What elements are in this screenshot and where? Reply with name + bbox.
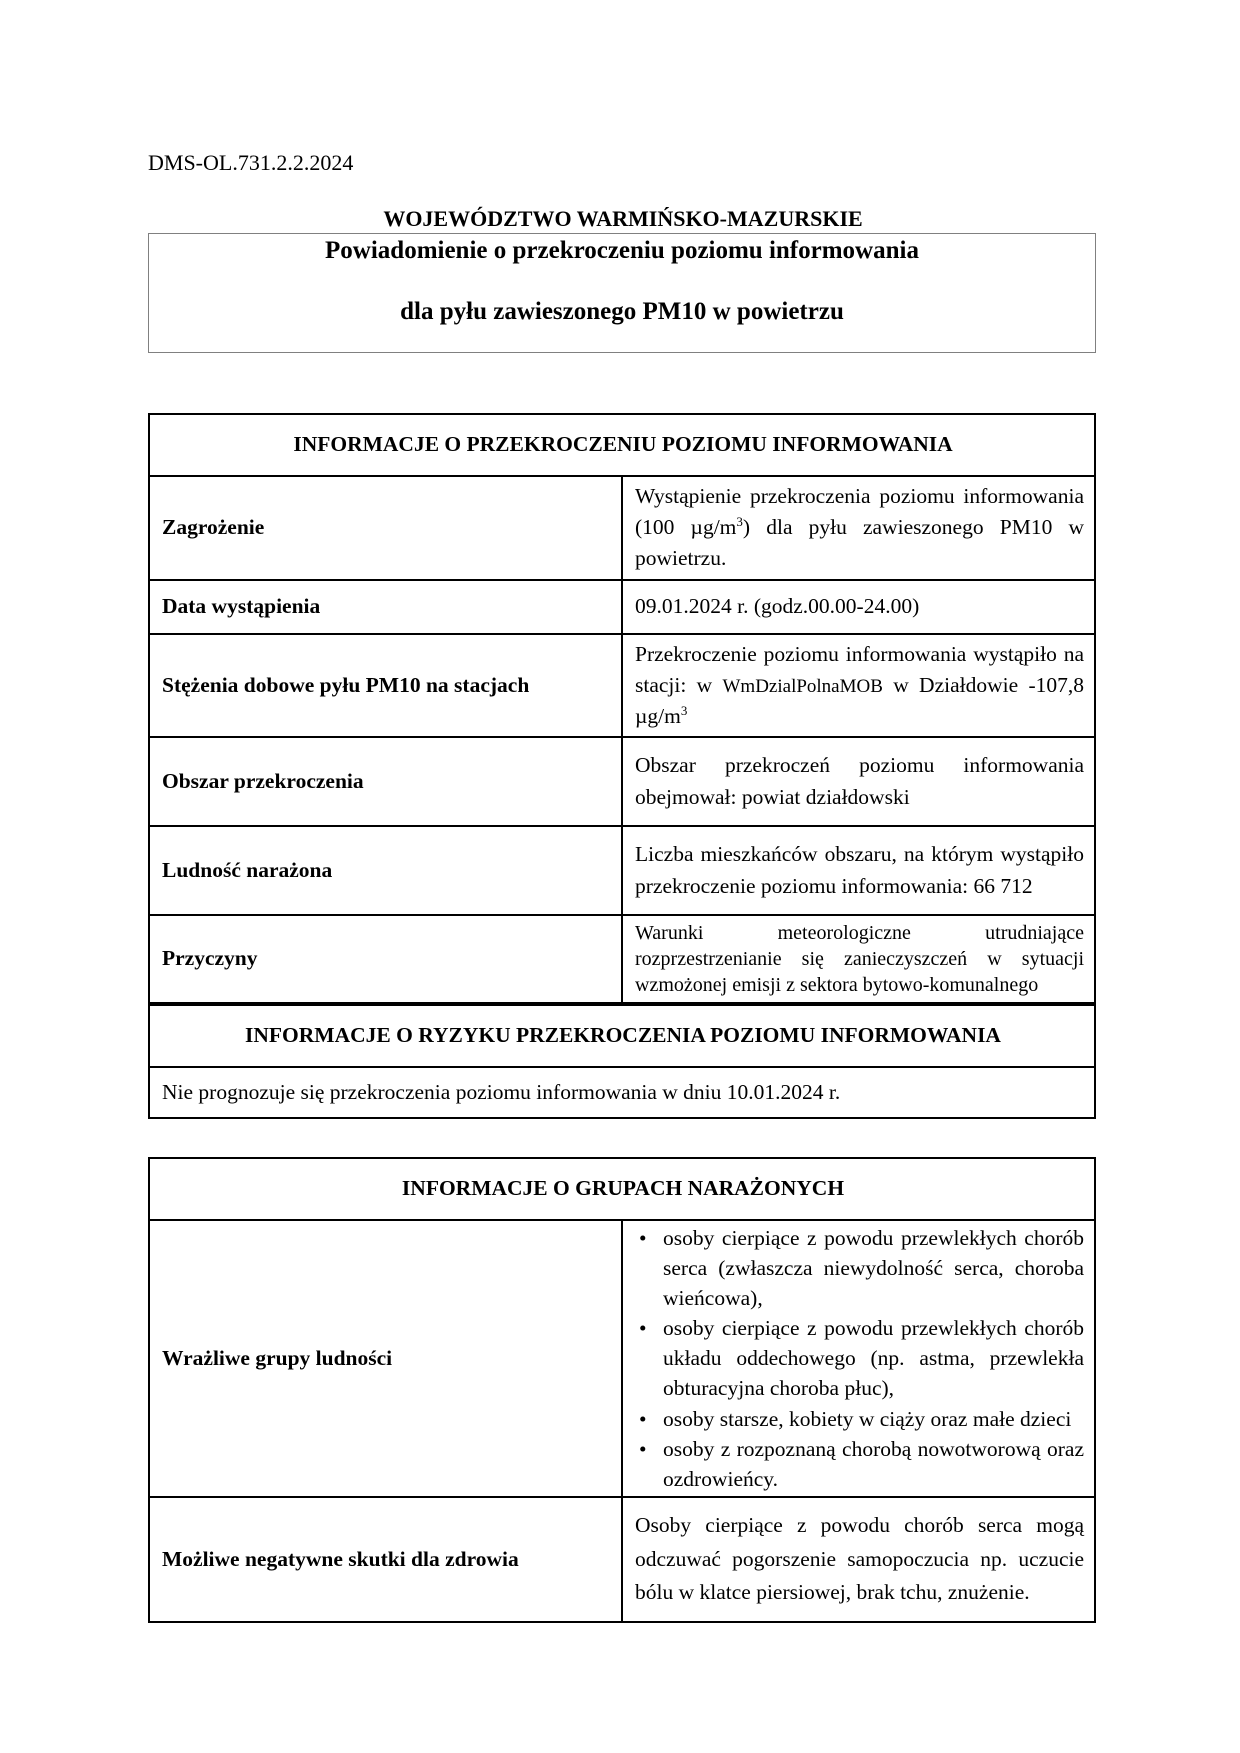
table-row [149,580,1095,634]
station-code: WmDzialPolnaMOB [722,675,883,697]
title-box [148,233,1096,353]
row-label-date: Data wystąpienia [149,580,622,634]
row-label-area: Obszar przekroczenia [149,737,622,826]
row-value-date: 09.01.2024 r. (godz.00.00-24.00) [622,580,1095,634]
region-name: WOJEWÓDZTWO WARMIŃSKO-MAZURSKIE [383,206,863,231]
concentration-unit-superscript: 3 [680,702,688,718]
row-label-effects: Możliwe negatywne skutki dla zdrowia [149,1497,622,1622]
threat-text-post: ) dla pyłu zawieszonego PM10 w powietrzu. [635,515,1084,571]
row-label-population: Ludność narażona [149,826,622,915]
table-row [149,1497,1095,1622]
table-row [149,737,1095,826]
list-item: • osoby starsze, kobiety w ciąży oraz małe dzieci [639,1406,1072,1431]
list-item: • osoby z rozpoznaną chorobą nowotworową oraz ozdrowieńcy. [639,1436,1084,1491]
row-label-threat: Zagrożenie [149,476,622,580]
table-row [149,1067,1095,1118]
row-value-causes: Warunki meteorologiczne utrudniające rozprzestrzenianie się zanieczyszczeń w sytuacji wzmożonej emisji z sektora bytowo-komunalnego [622,915,1095,1003]
groups-table [148,1157,1096,1623]
row-value-concentrations [622,634,1095,738]
document-number: DMS-OL.731.2.2.2024 [148,150,354,175]
list-item: • osoby cierpiące z powodu przewlekłych chorób układu oddechowego (np. astma, przewlekła obturacyjna choroba płuc), [639,1316,1084,1401]
concentration-text-pre: Przekroczenie poziomu informowania wystąpiło na stacji: w [635,641,1084,697]
row-value-population: Liczba mieszkańców obszaru, na którym wystąpiło przekroczenie poziomu informowania: 66 712 [622,826,1095,915]
row-value-area: Obszar przekroczeń poziomu informowania obejmował: powiat działdowski [622,737,1095,826]
risk-text: Nie prognozuje się przekroczenia poziomu informowania w dniu 10.01.2024 r. [149,1067,1095,1118]
concentration-text-mid: w Działdowie -107,8 µg/m [635,672,1084,728]
risk-heading: INFORMACJE O RYZYKU PRZEKROCZENIA POZIOMU INFORMOWANIA [149,1005,1095,1067]
row-value-vulnerable [622,1220,1095,1497]
title-line-1: Powiadomienie o przekroczeniu poziomu informowania [325,237,919,264]
row-value-effects: Osoby cierpiące z powodu chorób serca mogą odczuwać pogorszenie samopoczucia np. uczucie bólu w klatce piersiowej, brak tchu, znużenie. [622,1497,1095,1622]
row-value-threat [622,476,1095,580]
row-label-vulnerable: Wrażliwe grupy ludności [149,1220,622,1497]
table-row [149,826,1095,915]
exceedance-heading: INFORMACJE O PRZEKROCZENIU POZIOMU INFORMOWANIA [149,414,1095,476]
row-label-concentrations: Stężenia dobowe pyłu PM10 na stacjach [149,634,622,738]
risk-table [148,1004,1096,1119]
row-label-causes: Przyczyny [149,915,622,1003]
list-item: • osoby cierpiące z powodu przewlekłych chorób serca (zwłaszcza niewydolność serca, choroba wieńcowa), [639,1226,1084,1311]
table-row [149,476,1095,580]
threat-unit-superscript: 3 [736,514,743,530]
vulnerable-groups-list [635,1223,1084,1494]
exceedance-table [148,413,1096,1004]
table-row [149,915,1095,1003]
groups-heading: INFORMACJE O GRUPACH NARAŻONYCH [149,1158,1095,1220]
title-line-2: dla pyłu zawieszonego PM10 w powietrzu [400,298,844,325]
table-row [149,634,1095,738]
table-row [149,1220,1095,1497]
threat-text-pre: Wystąpienie przekroczenia poziomu informowania (100 µg/m [635,484,1084,540]
